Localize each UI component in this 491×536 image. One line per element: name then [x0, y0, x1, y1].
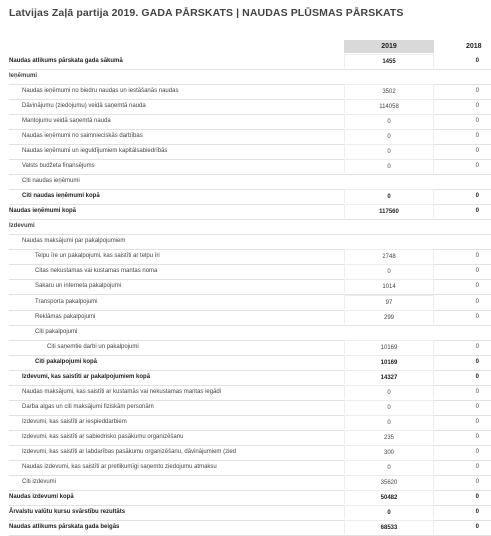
- column-header-2018: 2018: [466, 43, 482, 50]
- value-2018: 0: [475, 524, 479, 530]
- table-row: [9, 340, 491, 356]
- value-2018: 0: [475, 193, 479, 199]
- table-row: [9, 520, 491, 536]
- value-2019: 68533: [344, 520, 434, 534]
- value-2019: 3502: [344, 84, 434, 98]
- table-row: [9, 54, 491, 70]
- value-2019: 235: [344, 430, 434, 444]
- value-2019: 97: [344, 295, 434, 309]
- value-2019: [344, 219, 434, 233]
- value-2018: 0: [475, 58, 479, 64]
- value-2018: 0: [475, 479, 479, 485]
- row-label: Citi pakalpojumi: [35, 329, 78, 335]
- value-2018: 0: [475, 163, 479, 169]
- value-2018: 0: [475, 344, 479, 350]
- row-label: Izdevumi, kas saistīti ar iespieddarbiem: [22, 419, 127, 425]
- value-2018: 0: [475, 268, 479, 274]
- value-2019: 1014: [344, 279, 434, 293]
- value-2019: 0: [344, 400, 434, 414]
- value-2019: 0: [344, 385, 434, 399]
- value-2018: [465, 325, 491, 339]
- value-2018: 0: [475, 103, 479, 109]
- value-2018: 0: [475, 148, 479, 154]
- table-row: [9, 84, 491, 100]
- table-row: [9, 159, 491, 175]
- value-2018: 0: [475, 299, 479, 305]
- table-row: [9, 69, 491, 85]
- value-2018: 0: [475, 389, 479, 395]
- value-2019: [344, 69, 434, 83]
- row-label: Dāvinājumu (ziedojumu) veidā saņemtā nauda: [22, 103, 146, 109]
- value-2019: 2748: [344, 249, 434, 263]
- row-label: Citi naudas ieņēmumi kopā: [22, 193, 100, 199]
- row-label: Ieņēmumi: [9, 73, 38, 79]
- row-label: Citas nekustamas vai kustamas mantas noma: [35, 268, 158, 274]
- row-label: Ārvalstu valūtu kursu svārstību rezultāts: [9, 509, 126, 515]
- table-row: [9, 114, 491, 130]
- row-label: Naudas ieņēmumi no biedru naudas un iestāšanās naudas: [22, 88, 179, 94]
- table-row: [9, 279, 491, 295]
- row-label: Darba algas un citi maksājumi fiziskām personām: [22, 404, 154, 410]
- value-2018: [465, 219, 491, 233]
- row-label: Naudas atlikums pārskata gada beigās: [9, 524, 120, 530]
- table-row: [9, 129, 491, 145]
- value-2019: 114058: [344, 99, 434, 113]
- value-2018: 0: [475, 509, 479, 515]
- value-2019: 0: [344, 114, 434, 128]
- row-label: Naudas izdevumi, kas saistīti ar pretlikumīgi saņemto ziedojumu atmaksu: [22, 464, 217, 470]
- table-row: [9, 490, 491, 506]
- table-row: [9, 264, 491, 280]
- table-row: [9, 445, 491, 461]
- value-2018: 0: [475, 208, 479, 214]
- value-2018: 0: [475, 404, 479, 410]
- row-label: Reklāmas pakalpojumi: [35, 314, 96, 320]
- row-label: Sakaru un interneta pakalpojumi: [35, 283, 122, 289]
- row-label: Naudas ieņēmumi un ieguldījumiem kapitālsabiedrībās: [22, 148, 168, 154]
- table-row: [9, 99, 491, 115]
- row-label: Naudas ieņēmumi kopā: [9, 208, 77, 214]
- row-label: Transporta pakalpojumi: [35, 299, 98, 305]
- table-row: [9, 204, 491, 220]
- value-2019: 10169: [344, 355, 434, 369]
- column-header-2019: 2019: [344, 40, 434, 53]
- table-row: [9, 219, 491, 235]
- table-row: [9, 415, 491, 431]
- value-2018: 0: [475, 464, 479, 470]
- value-2019: [344, 174, 434, 188]
- value-2019: 299: [344, 310, 434, 324]
- value-2019: 35620: [344, 475, 434, 489]
- page-title: Latvijas Zaļā partija 2019. GADA PĀRSKATS | NAUDAS PLŪSMAS PĀRSKATS: [9, 7, 404, 19]
- table-row: [9, 355, 491, 371]
- table-row: [9, 370, 491, 386]
- table-row: [9, 249, 491, 265]
- value-2018: 0: [475, 359, 479, 365]
- row-label: Naudas ieņēmumi no saimnieciskās darbības: [22, 133, 143, 139]
- row-label: Naudas izdevumi kopā: [9, 494, 74, 500]
- row-label: Citi naudas ieņēmumi: [22, 178, 80, 184]
- value-2019: 0: [344, 189, 434, 203]
- value-2018: 0: [475, 374, 479, 380]
- value-2019: [344, 234, 434, 248]
- row-label: Izdevumi, kas saistīti ar labdarības pasākumu organizēšanu, dāvinājumiem (zied: [22, 449, 237, 455]
- row-label: Izdevumi: [9, 223, 35, 229]
- value-2019: 14327: [344, 370, 434, 384]
- value-2019: 0: [344, 144, 434, 158]
- row-label: Citi saņemtie darbi un pakalpojumi: [47, 344, 139, 350]
- value-2019: 10169: [344, 340, 434, 354]
- value-2018: 0: [475, 133, 479, 139]
- value-2019: 117560: [344, 204, 434, 218]
- value-2019: 50482: [344, 490, 434, 504]
- value-2018: 0: [475, 494, 479, 500]
- row-label: Izdevumi, kas saistīti ar sabiedrisko pasākumu organizēšanu: [22, 434, 184, 440]
- value-2019: 0: [344, 264, 434, 278]
- row-label: Naudas atlikums pārskata gada sākumā: [9, 58, 123, 64]
- table-row: [9, 310, 491, 326]
- row-label: Telpu īre un pakalpojumi, kas saistīti ar telpu īri: [35, 253, 160, 259]
- value-2019: 0: [344, 415, 434, 429]
- value-2018: 0: [475, 419, 479, 425]
- table-row: [9, 475, 491, 491]
- table-row: [9, 385, 491, 401]
- value-2019: [344, 325, 434, 339]
- value-2019: 0: [344, 505, 434, 519]
- row-label: Mantojumu veidā saņemtā nauda: [22, 118, 111, 124]
- value-2018: 0: [475, 449, 479, 455]
- value-2018: [465, 69, 491, 83]
- table-row: [9, 174, 491, 190]
- value-2019: 0: [344, 159, 434, 173]
- table-row: [9, 505, 491, 521]
- value-2018: [465, 234, 491, 248]
- table-row: [9, 295, 491, 311]
- row-label: Citi pakalpojumi kopā: [35, 359, 98, 365]
- table-row: [9, 430, 491, 446]
- row-label: Naudas maksājumi, kas saistīti ar kustamās vai nekustamas mantas iegādi: [22, 389, 222, 395]
- value-2019: 0: [344, 129, 434, 143]
- value-2018: 0: [475, 253, 479, 259]
- table-row: [9, 400, 491, 416]
- value-2018: 0: [475, 434, 479, 440]
- row-label: Izdevumi, kas saistīti ar pakalpojumiem kopā: [22, 374, 151, 380]
- table-row: [9, 234, 491, 250]
- value-2018: 0: [475, 118, 479, 124]
- value-2018: 0: [475, 314, 479, 320]
- table-row: [9, 325, 491, 341]
- table-row: [9, 460, 491, 476]
- value-2018: 0: [475, 88, 479, 94]
- row-label: Naudas maksājumi par pakalpojumiem: [22, 238, 126, 244]
- row-label: Citi izdevumi: [22, 479, 57, 485]
- value-2019: 0: [344, 460, 434, 474]
- table-row: [9, 144, 491, 160]
- row-label: Valsts budžeta finansējums: [22, 163, 95, 169]
- value-2019: 300: [344, 445, 434, 459]
- value-2019: 1455: [344, 54, 434, 68]
- value-2018: [465, 174, 491, 188]
- value-2018: 0: [475, 283, 479, 289]
- table-row: [9, 189, 491, 205]
